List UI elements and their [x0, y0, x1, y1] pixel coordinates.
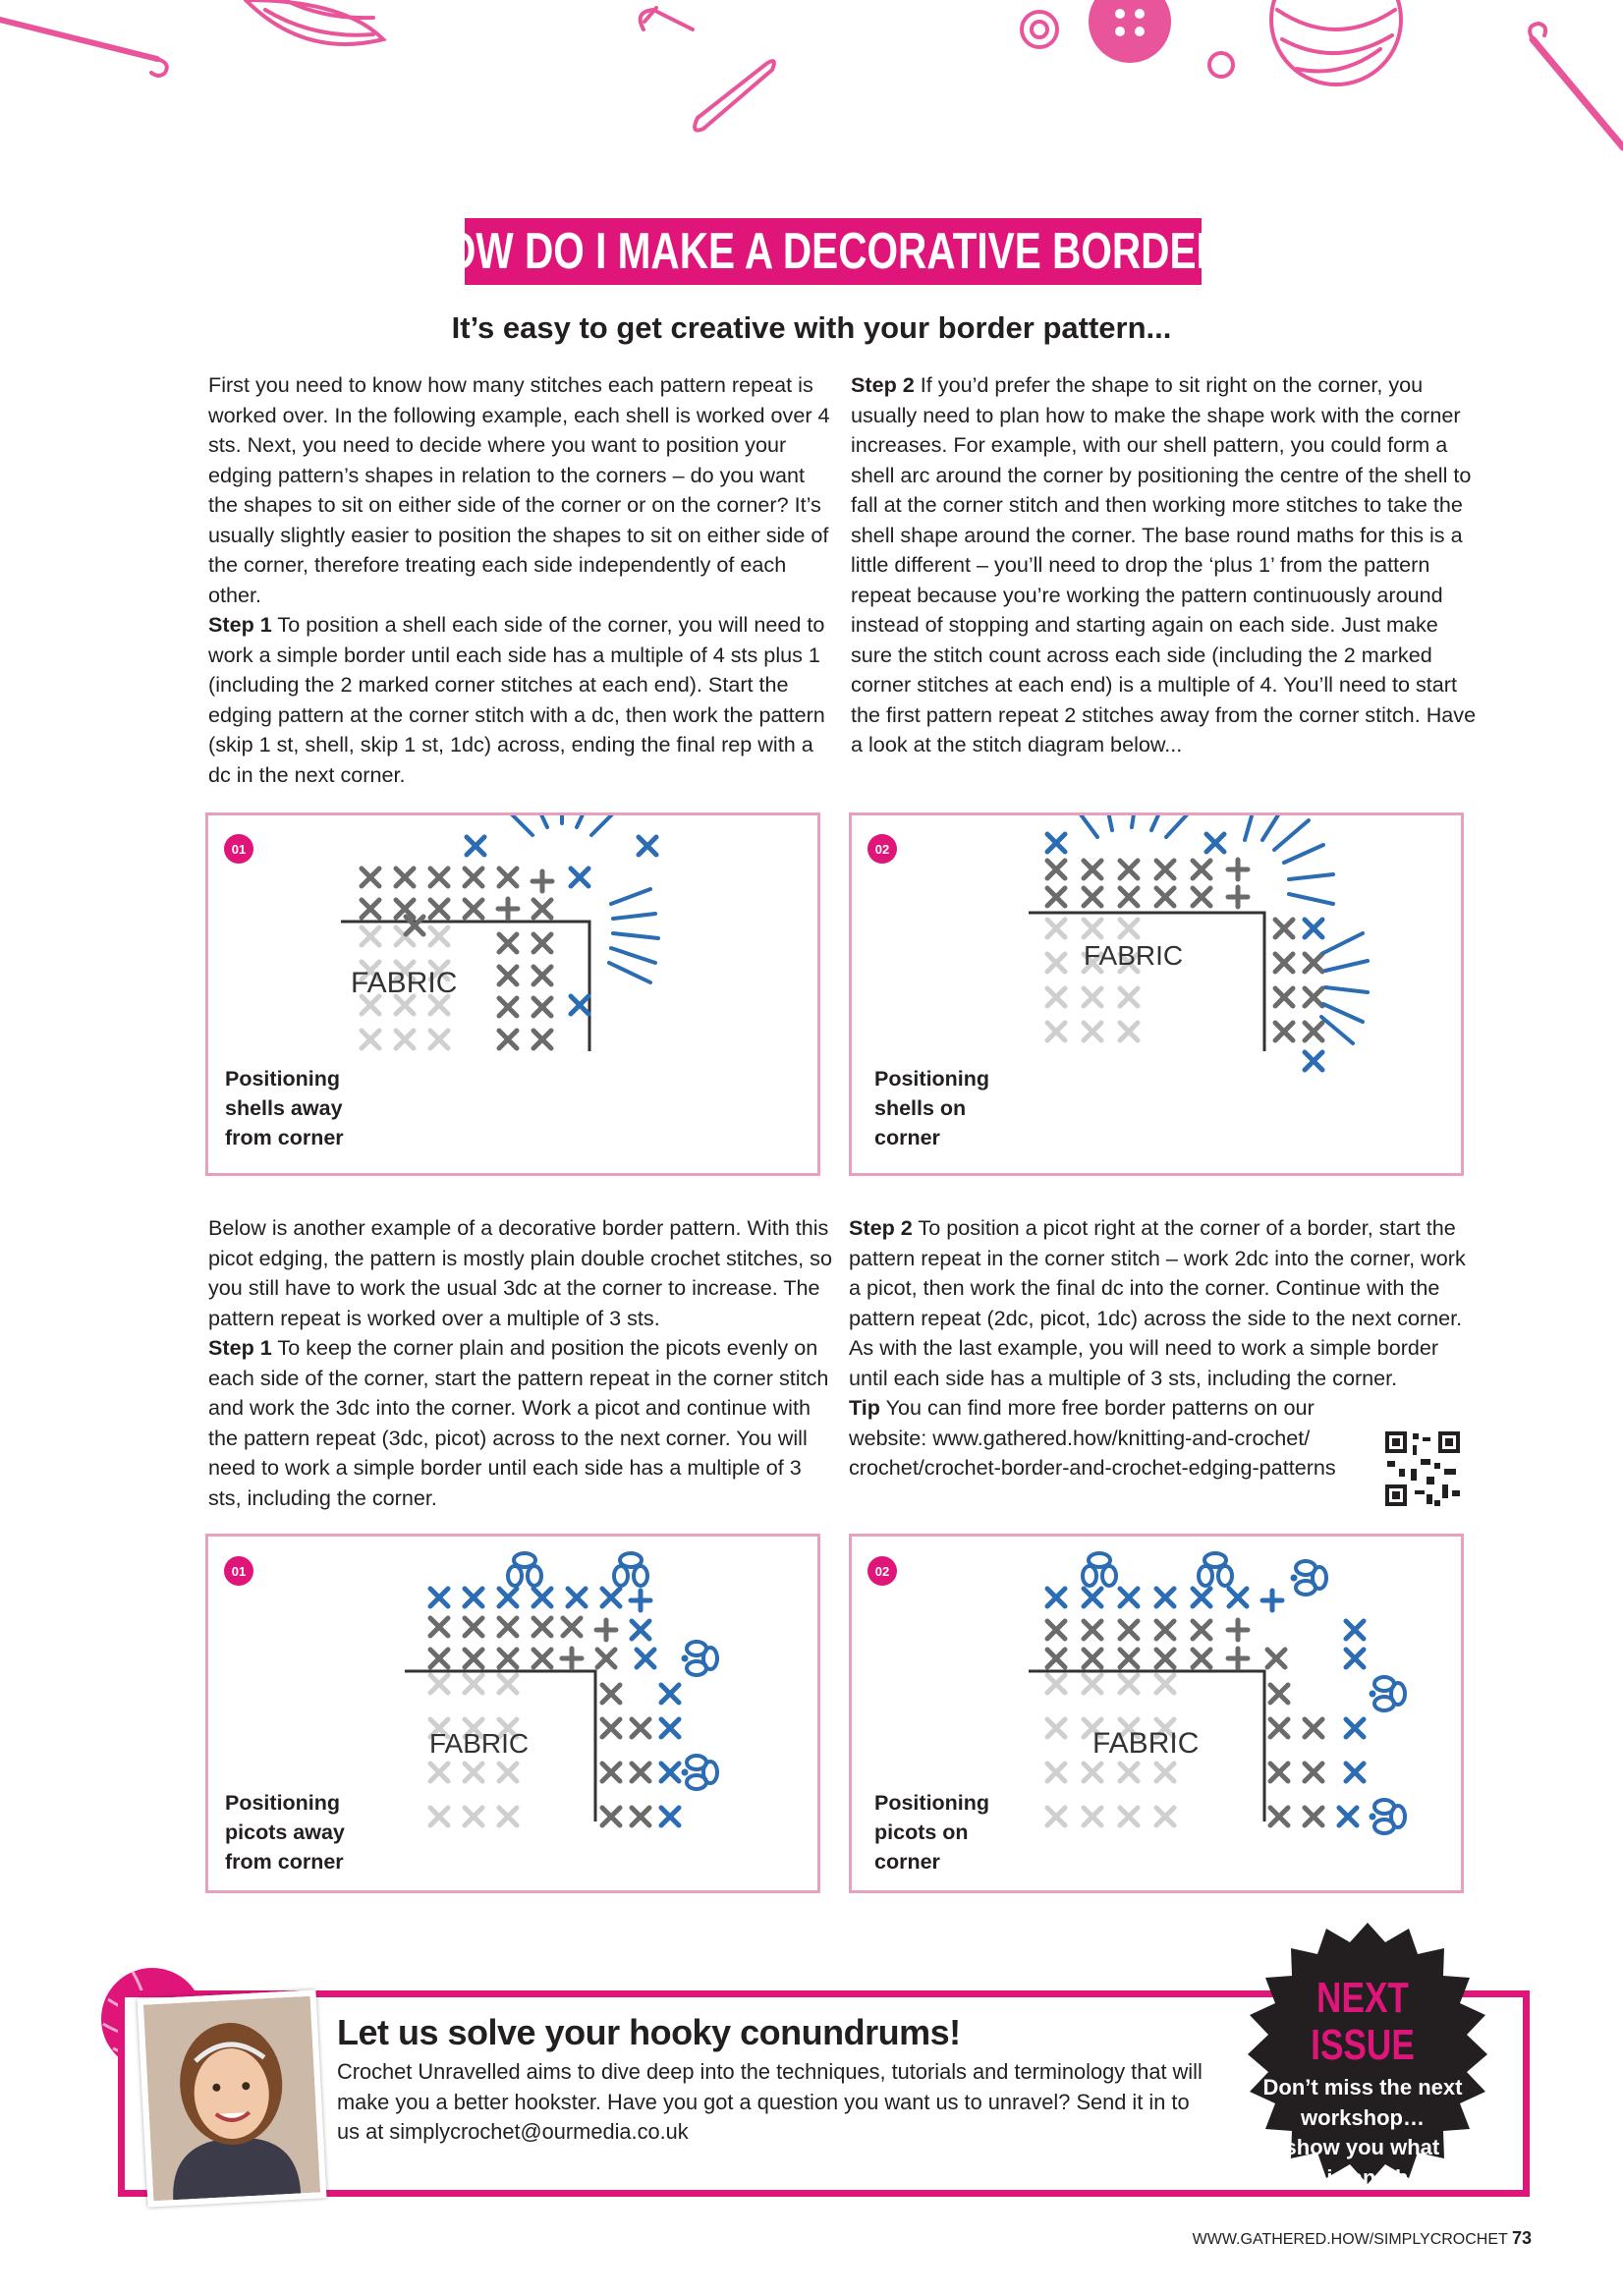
next-issue-text: [1240, 2073, 1485, 2223]
fabric-label: FABRIC: [429, 1728, 530, 1759]
diagram-number-badge: 01: [224, 1556, 253, 1586]
caption-line: from corner: [225, 1126, 344, 1149]
intro-column-right: [851, 370, 1480, 760]
picot-diagram-on-corner: [849, 1534, 1464, 1893]
next-issue-panel: [1240, 1975, 1485, 2223]
caption-line: Positioning: [874, 1067, 990, 1091]
picot-diagram-away-from-corner: [205, 1534, 820, 1893]
fabric-label: FABRIC: [351, 967, 458, 999]
intro-paragraph: First you need to know how many stitches each pattern repeat is worked over. In the following example, each shell is worked over 4 sts. Next, you need to decide where you want to position your edging pattern’s shapes in relation to the corners – do you want the shapes to sit on either side of the corner or on the corner? It’s usually slightly easier to position the shapes to sit on either side of the corner, therefore treating each side independently of each other.: [208, 372, 830, 607]
page-title-banner: [416, 218, 1251, 285]
next-issue-line: make one!: [1309, 2195, 1417, 2219]
diagram-number-badge: 02: [867, 1556, 897, 1586]
step-text: To keep the corner plain and position the picots evenly on each side of the corner, start the pattern repeat in the corner stitch and work the 3dc into the corner. Work a picot and continue with the pattern repeat (3dc, picot) across to the next corner. You will need to work a simple border until each side has a multiple of 3 sts, including the corner.: [208, 1335, 829, 1510]
page-footer: [1193, 2228, 1532, 2249]
tip-link[interactable]: crochet/crochet-border-and-crochet-edging-patterns: [849, 1455, 1336, 1480]
next-issue-line: i-cord is and how to: [1260, 2164, 1465, 2190]
step-label: Step 1: [208, 1335, 272, 1360]
diagram-number-badge: 02: [867, 834, 897, 864]
step-label: Step 2: [849, 1215, 913, 1240]
picot-column-left: [208, 1213, 837, 1513]
diagram-caption: [225, 1788, 345, 1876]
footer-url[interactable]: WWW.GATHERED.HOW/SIMPLYCROCHET: [1192, 2231, 1508, 2248]
caption-line: from corner: [225, 1850, 344, 1874]
caption-line: Positioning: [874, 1791, 990, 1815]
step2-paragraph: [849, 1213, 1478, 1393]
diagram-caption: [874, 1064, 989, 1152]
next-issue-title: NEXT ISSUE: [1311, 1974, 1415, 2069]
tip-label: Tip: [849, 1395, 880, 1420]
diagram-caption: [874, 1788, 989, 1876]
qr-code[interactable]: [1383, 1429, 1462, 1508]
caption-line: shells on: [874, 1096, 967, 1120]
caption-line: picots on: [874, 1820, 969, 1844]
step-label: Step 1: [208, 612, 272, 637]
caption-line: corner: [874, 1126, 940, 1149]
step-text: To position a shell each side of the corner, you will need to work a simple border until each side has a multiple of 4 sts plus 1 (including the 2 marked corner stitches at each end). Start the edging pattern at the corner stitch with a dc, then work the pattern (skip 1 st, shell, skip 1 st, 1dc) across, ending the final rep with a dc in the next corner.: [208, 612, 825, 787]
author-photo: [138, 1989, 327, 2207]
picot-intro-paragraph: Below is another example of a decorative border pattern. With this picot edging, the pattern is mostly plain double crochet stitches, so you still have to work the usual 3dc at the corner to increase. The pattern repeat is worked over a multiple of 3 sts.: [208, 1215, 832, 1330]
page-title: HOW DO I MAKE A DECORATIVE BORDER?: [416, 223, 1251, 280]
footer-heading: Let us solve your hooky conundrums!: [337, 2012, 961, 2052]
step-text: If you’d prefer the shape to sit right on the corner, you usually need to plan how to make the shape work with the corner increases. For example, with our shell pattern, you could form a shell arc around the corner by positioning the centre of the shell to fall at the corner stitch and then working more stitches to take the shell shape around the corner. The base round maths for this is a little different – you’ll need to drop the ‘plus 1’ from the pattern repeat because you’re working the pattern continuously around instead of stopping and starting again on each side. Just make sure the stitch count across each side (including the 2 marked corner stitches at each end) is a multiple of 4. You’ll need to start the first pattern repeat 2 stitches away from the corner stitch. Have a look at the stitch diagram below...: [851, 372, 1477, 756]
caption-line: Positioning: [225, 1067, 341, 1091]
tip-text: You can find more free border patterns on our: [880, 1395, 1315, 1420]
step1-paragraph: [208, 610, 837, 790]
intro-column-left: [208, 370, 837, 790]
shell-diagram-away-from-corner: [205, 812, 820, 1176]
step1-paragraph: [208, 1333, 837, 1513]
step-label: Step 2: [851, 372, 915, 397]
caption-line: shells away: [225, 1096, 343, 1120]
page-subtitle: It’s easy to get creative with your border pattern...: [451, 310, 1172, 345]
step2-paragraph: [851, 370, 1480, 760]
tip-link[interactable]: website: www.gathered.how/knitting-and-crochet/: [849, 1425, 1311, 1450]
fabric-label: FABRIC: [1092, 1727, 1200, 1760]
diagram-number-badge: 01: [224, 834, 253, 864]
caption-line: corner: [874, 1850, 940, 1874]
caption-line: picots away: [225, 1820, 345, 1844]
next-issue-line: Don’t miss the next: [1262, 2075, 1463, 2100]
diagram-caption: [225, 1064, 344, 1152]
next-issue-line: I’ll show you what an: [1254, 2135, 1472, 2159]
page-number: 73: [1511, 2228, 1532, 2248]
fabric-label: FABRIC: [1084, 940, 1184, 971]
step-text: To position a picot right at the corner of a border, start the pattern repeat in the corner stitch – work 2dc into the corner, work a picot, then work the final dc into the corner. Continue with the pattern repeat (2dc, picot, 1dc) across the side to the next corner. As with the last example, you will need to work a simple border until each side has a multiple of 3 sts, including the corner.: [849, 1215, 1466, 1390]
next-issue-line: workshop…: [1301, 2104, 1425, 2130]
caption-line: Positioning: [225, 1791, 341, 1815]
craft-illustration-header: [0, 0, 1623, 157]
shell-diagram-on-corner: [849, 812, 1464, 1176]
avatar: [143, 1996, 320, 2202]
footer-body: Crochet Unravelled aims to dive deep into the techniques, tutorials and terminology that will make you a better hookster. Have you got a question you want us to unravel? Send it in to us at simplycrochet@ourmedia.co.uk: [337, 2059, 1203, 2144]
